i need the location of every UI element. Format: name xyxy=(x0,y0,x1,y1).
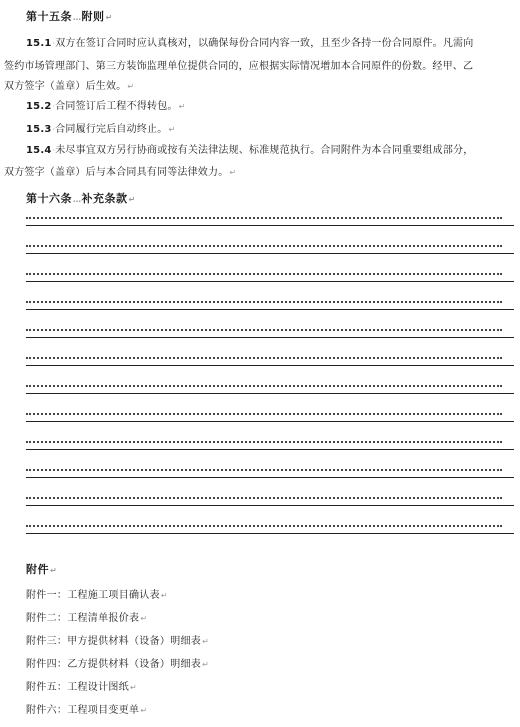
attachments-title: 附件 xyxy=(26,563,49,576)
attachment-item: 附件四：乙方提供材料（设备）明细表↵ xyxy=(26,659,210,670)
clause-15-1-number: 15.1 xyxy=(26,38,52,49)
attachment-item-label: 附件四：乙方提供材料（设备）明细表 xyxy=(26,659,202,670)
attachment-item-label: 附件三：甲方提供材料（设备）明细表 xyxy=(26,636,202,647)
attachment-item: 附件二：工程清单报价表↵ xyxy=(26,613,148,624)
attachment-item-label: 附件一：工程施工项目确认表 xyxy=(26,590,160,601)
clause-15-1-line-2: 签约市场管理部门、第三方装饰监理单位提供合同的，应根据实际情况增加本合同原件的份数。经甲、乙 xyxy=(4,61,474,72)
clause-15-2: 15.2·合同签订后工程不得转包。↵ xyxy=(26,101,186,112)
section-15-suffix: 附则 xyxy=(81,10,105,23)
clause-15-4-text-1: 未尽事宜双方另行协商或按有关法律法规、标准规范执行。合同附件为本合同重要组成部分， xyxy=(55,145,474,156)
attachment-item: 附件六：工程项目变更单↵ xyxy=(26,705,148,716)
blank-line[interactable] xyxy=(26,469,514,479)
clause-15-4-line-1: 15.4·未尽事宜双方另行协商或按有关法律法规、标准规范执行。合同附件为本合同重要组成部分， xyxy=(26,145,474,156)
clause-15-1-line-3: 双方签字（盖章）后生效。↵ xyxy=(4,81,135,92)
clause-15-1-line-1: 15.1·双方在签订合同时应认真核对，以确保每份合同内容一致，且至少各持一份合同原件。凡需向 xyxy=(26,38,474,49)
attachment-item: 附件三：甲方提供材料（设备）明细表↵ xyxy=(26,636,210,647)
clause-15-1-text-3: 双方签字（盖章）后生效。 xyxy=(4,81,127,92)
clause-15-4-text-2: 双方签字（盖章）后与本合同具有同等法律效力。 xyxy=(4,167,229,178)
clause-15-3: 15.3·合同履行完后自动终止。↵ xyxy=(26,124,176,135)
clause-15-2-text: 合同签订后工程不得转包。 xyxy=(55,101,178,112)
clause-15-2-number: 15.2 xyxy=(26,101,52,112)
blank-line[interactable] xyxy=(26,245,514,255)
attachment-item-label: 附件五：工程设计图纸 xyxy=(26,682,129,693)
attachment-item: 附件五：工程设计图纸↵ xyxy=(26,682,138,693)
section-16-title: 第十六条 xyxy=(26,192,72,205)
attachment-item-label: 附件六：工程项目变更单 xyxy=(26,705,140,716)
blank-line[interactable] xyxy=(26,301,514,311)
attachment-item: 附件一：工程施工项目确认表↵ xyxy=(26,590,168,601)
blank-line[interactable] xyxy=(26,497,514,507)
section-15-heading: 第十五条…附则↵ xyxy=(26,10,113,23)
clause-15-4-number: 15.4 xyxy=(26,145,52,156)
clause-15-4-line-2: 双方签字（盖章）后与本合同具有同等法律效力。↵ xyxy=(4,167,237,178)
attachments-heading: 附件↵ xyxy=(26,563,58,576)
blank-line[interactable] xyxy=(26,217,514,227)
clause-15-3-text: 合同履行完后自动终止。 xyxy=(55,124,168,135)
section-16-heading: 第十六条…补充条款↵ xyxy=(26,192,136,205)
blank-line[interactable] xyxy=(26,385,514,395)
blank-line[interactable] xyxy=(26,525,514,535)
blank-line[interactable] xyxy=(26,441,514,451)
section-16-suffix: 补充条款 xyxy=(81,192,128,205)
blank-line[interactable] xyxy=(26,329,514,339)
section-15-title: 第十五条 xyxy=(26,10,72,23)
blank-line[interactable] xyxy=(26,357,514,367)
clause-15-1-text-1: 双方在签订合同时应认真核对，以确保每份合同内容一致，且至少各持一份合同原件。凡需向 xyxy=(55,38,474,49)
attachment-item-label: 附件二：工程清单报价表 xyxy=(26,613,140,624)
clause-15-3-number: 15.3 xyxy=(26,124,52,135)
blank-line[interactable] xyxy=(26,413,514,423)
blank-line[interactable] xyxy=(26,273,514,283)
